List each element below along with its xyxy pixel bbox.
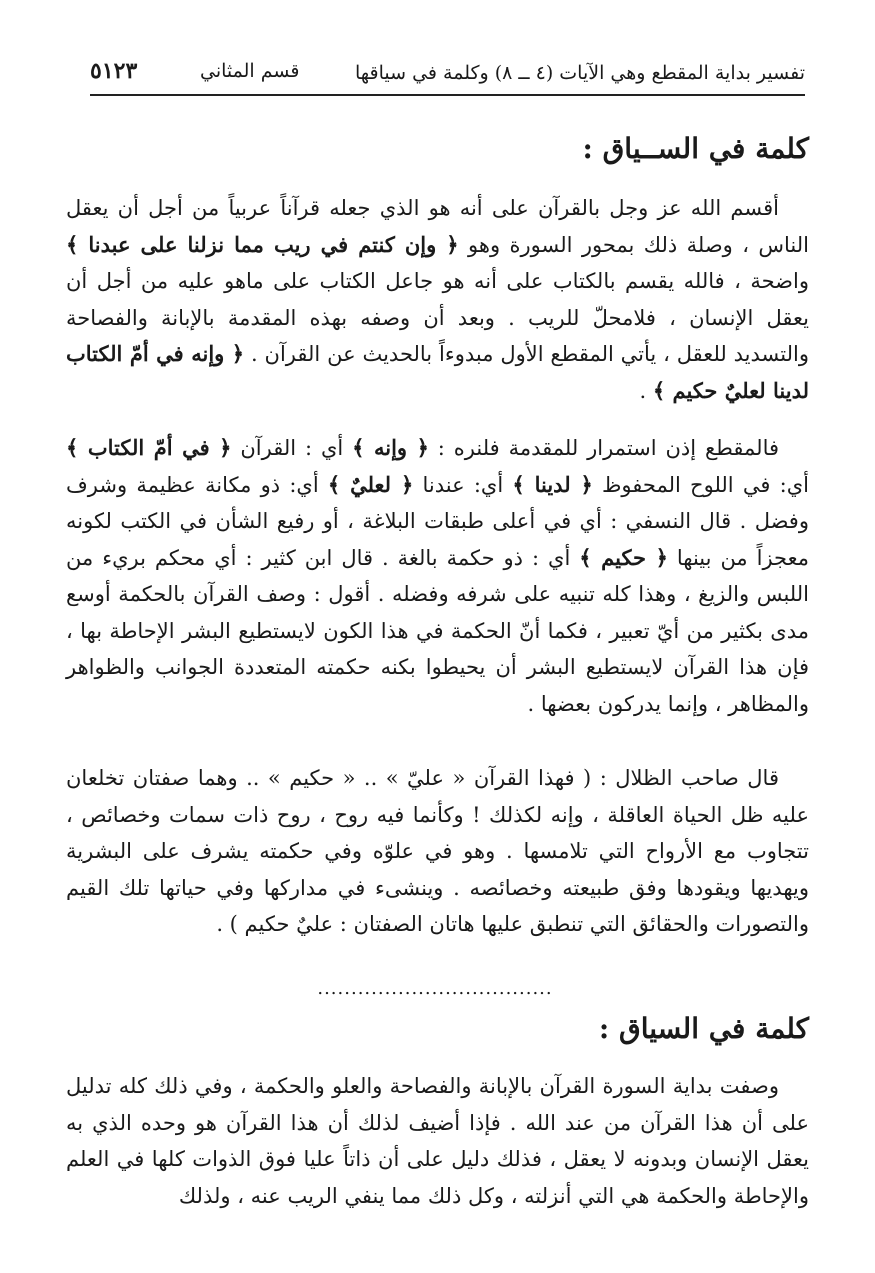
quran-verse: ﴿ في أمّ الكتاب ﴾ [66,435,232,460]
paragraph-text: أي: عندنا [413,472,513,497]
paragraph-text: . [639,378,653,403]
header-rule [90,94,805,96]
paragraph-text: قال صاحب الظلال : ( فهذا القرآن « عليّ » .. « حكيم » .. وهما صفتان تخلعان عليه ظل الحياة العاقلة ، وإنه لكذلك ! وكأنما فيه روح ، روح ذات سمات وخصائص ، تتجاوب مع الأرواح التي تلامسها . وهو في علوّه وفي حكمته يشرف على البشرية ويهديها ويقودها وفق طبيعته وخصائصه . وينشىء في مداركها وفي حياتها تلك القيم والتصورات والحقائق التي تنطبق عليها هاتان الصفتان : عليٌ حكيم ) . [66,766,809,936]
running-header [90,52,805,92]
paragraph-text: وصفت بداية السورة القرآن بالإبانة والفصاحة والعلو والحكمة ، وفي ذلك كله تدليل على أن هذا القرآن من عند الله . فإذا أضيف لذلك أن هذا القرآن هو وحده الذي به يعقل الإنسان وبدونه لا يعقل ، فذلك دليل على أن ذاتاً عليا فوق الذوات كلها في العلم والإحاطة والحكمة هي التي أنزلته ، وكل ذلك مما ينفي الريب عنه ، ولذلك [66,1074,809,1208]
paragraph-text: واضحة ، فالله يقسم بالكتاب على أنه هو جاعل الكتاب على ماهو عليه من أجل أن يعقل الإنسان ، فلامحلّ للريب . وبعد أن وصفه بهذه المقدمة بالإبانة والفصاحة والتسديد للعقل ، يأتي المقطع الأول مبدوءاً بالحديث عن القرآن . [66,269,809,366]
quran-verse: ﴿ لعليٌ ﴾ [327,471,414,497]
section-heading: كلمة في السياق : [598,1012,809,1045]
paragraph-text: فالمقطع إذن استمرار للمقدمة فلنره : [428,436,780,460]
paragraph-text: أي : ذو حكمة بالغة . قال ابن كثير : أي محكم بريء من اللبس والزيغ ، وهذا كله تنبيه على شرفه وفضله . أقول : وصف القرآن بالحكمة أوسع مدى بكثير من أيّ تعبير ، فكما أنّ الحكمة في هذا الكون لايستطيع البشر الإحاطة بها ، فإن هذا القرآن لايستطيع البشر أن يحيطوا بكنه حكمته المتعددة الجوانب والظواهر والمظاهر ، وإنما يدركون بعضها . [66,545,809,716]
quran-verse: ﴿ حكيم ﴾ [579,544,668,570]
dotted-separator: ................................... [317,978,553,999]
quran-verse: ﴿ لدينا ﴾ [512,471,593,497]
quran-verse: ﴿ وإنه ﴾ [352,435,429,460]
header-section: قسم المثاني [200,60,300,82]
paragraph-text: أي: في اللوح المحفوظ [592,472,809,497]
paragraph [66,1068,809,1214]
paragraph [66,760,809,943]
page-number: ٥١٢٣ [90,58,138,84]
paragraph [66,190,809,409]
paragraph [66,430,809,722]
paragraph-text: أي: ذو مكانة عظيمة وشرف وفضل . قال النسفي : أي في أعلى طبقات البلاغة ، أو رفيع الشأن في الكتب لكونه معجزاً من بينها [66,472,809,570]
section-heading: كلمة في الســياق : [582,132,809,165]
header-title: تفسير بداية المقطع وهي الآيات (٤ ــ ٨) وكلمة في سياقها [354,62,805,84]
quran-verse: ﴿ وإن كنتم في ريب مما نزلنا على عبدنا ﴾ [66,231,459,257]
paragraph-text: أقسم الله عز وجل بالقرآن على أنه هو الذي جعله قرآناً عربياً من أجل أن يعقل الناس ، وصلة ذلك بمحور السورة وهو [66,196,810,257]
quran-verse: ﴿ وإنه في أمّ الكتاب لدينا لعليٌ حكيم ﴾ [66,341,809,403]
paragraph-text: أي : القرآن [231,436,353,460]
